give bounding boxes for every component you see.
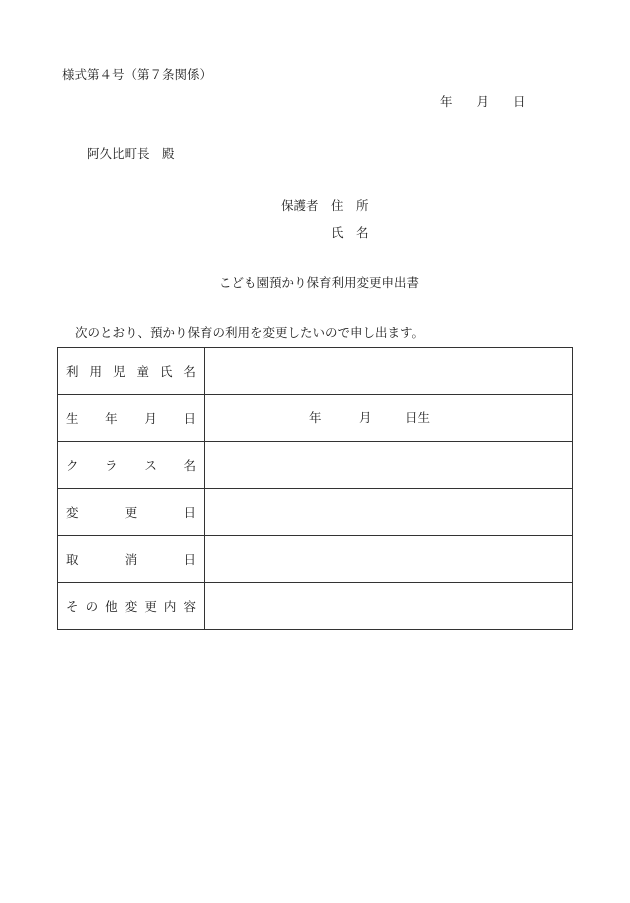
birth-date-field[interactable] bbox=[205, 395, 573, 442]
form-number: 様式第４号（第７条関係） bbox=[62, 67, 213, 82]
birth-month-suffix: 月 bbox=[359, 409, 372, 425]
label-char: ス bbox=[144, 458, 157, 473]
cancel-date-label bbox=[58, 536, 205, 583]
label-char: ラ bbox=[105, 458, 118, 473]
date-year-label: 年 bbox=[440, 94, 453, 109]
date-day-label: 日 bbox=[513, 94, 526, 109]
label-char: 利 bbox=[66, 364, 79, 379]
document-title: こども園預かり保育利用変更申出書 bbox=[219, 275, 420, 290]
label-char: ク bbox=[66, 458, 79, 473]
label-char: 内 bbox=[163, 599, 177, 614]
label-char: 日 bbox=[183, 552, 196, 567]
birth-year-suffix: 年 bbox=[309, 409, 322, 425]
label-char: 生 bbox=[66, 411, 79, 426]
guardian-address-label: 保護者 住 所 bbox=[281, 198, 369, 213]
label-char: 名 bbox=[183, 458, 196, 473]
other-changes-label bbox=[58, 583, 205, 630]
child-name-label bbox=[58, 348, 205, 395]
date-month-label: 月 bbox=[476, 94, 490, 109]
label-char: 名 bbox=[183, 364, 196, 379]
class-name-label bbox=[58, 442, 205, 489]
label-char: 取 bbox=[66, 552, 79, 567]
label-char: 容 bbox=[183, 599, 196, 614]
label-char: 他 bbox=[105, 599, 118, 614]
label-char: 更 bbox=[124, 505, 138, 520]
table-row bbox=[58, 395, 573, 442]
label-char: 更 bbox=[144, 599, 157, 614]
submission-date bbox=[440, 96, 526, 109]
addressee: 阿久比町長 殿 bbox=[87, 146, 175, 161]
application-table bbox=[57, 347, 573, 630]
cancel-date-field[interactable] bbox=[205, 536, 573, 583]
label-char: 年 bbox=[105, 411, 118, 426]
guardian-name-label: 氏 名 bbox=[331, 225, 369, 240]
label-char: の bbox=[85, 599, 99, 614]
class-name-field[interactable] bbox=[205, 442, 573, 489]
label-char: 消 bbox=[124, 552, 138, 567]
label-char: 日 bbox=[183, 505, 196, 520]
label-char: 変 bbox=[124, 599, 138, 614]
label-char: そ bbox=[66, 599, 79, 614]
other-changes-field[interactable] bbox=[205, 583, 573, 630]
table-row bbox=[58, 489, 573, 536]
label-char: 変 bbox=[66, 505, 79, 520]
table-row bbox=[58, 536, 573, 583]
table-row bbox=[58, 348, 573, 395]
birth-date-label bbox=[58, 395, 205, 442]
label-char: 月 bbox=[144, 411, 157, 426]
change-date-label bbox=[58, 489, 205, 536]
label-char: 氏 bbox=[159, 364, 173, 379]
child-name-field[interactable] bbox=[205, 348, 573, 395]
birth-day-suffix: 日生 bbox=[405, 409, 431, 425]
label-char: 用 bbox=[89, 364, 102, 379]
table-row bbox=[58, 583, 573, 630]
label-char: 日 bbox=[183, 411, 196, 426]
label-char: 童 bbox=[136, 364, 149, 379]
label-char: 児 bbox=[112, 364, 126, 379]
table-row bbox=[58, 442, 573, 489]
intro-text: 次のとおり、預かり保育の利用を変更したいので申し出ます。 bbox=[75, 325, 425, 340]
change-date-field[interactable] bbox=[205, 489, 573, 536]
